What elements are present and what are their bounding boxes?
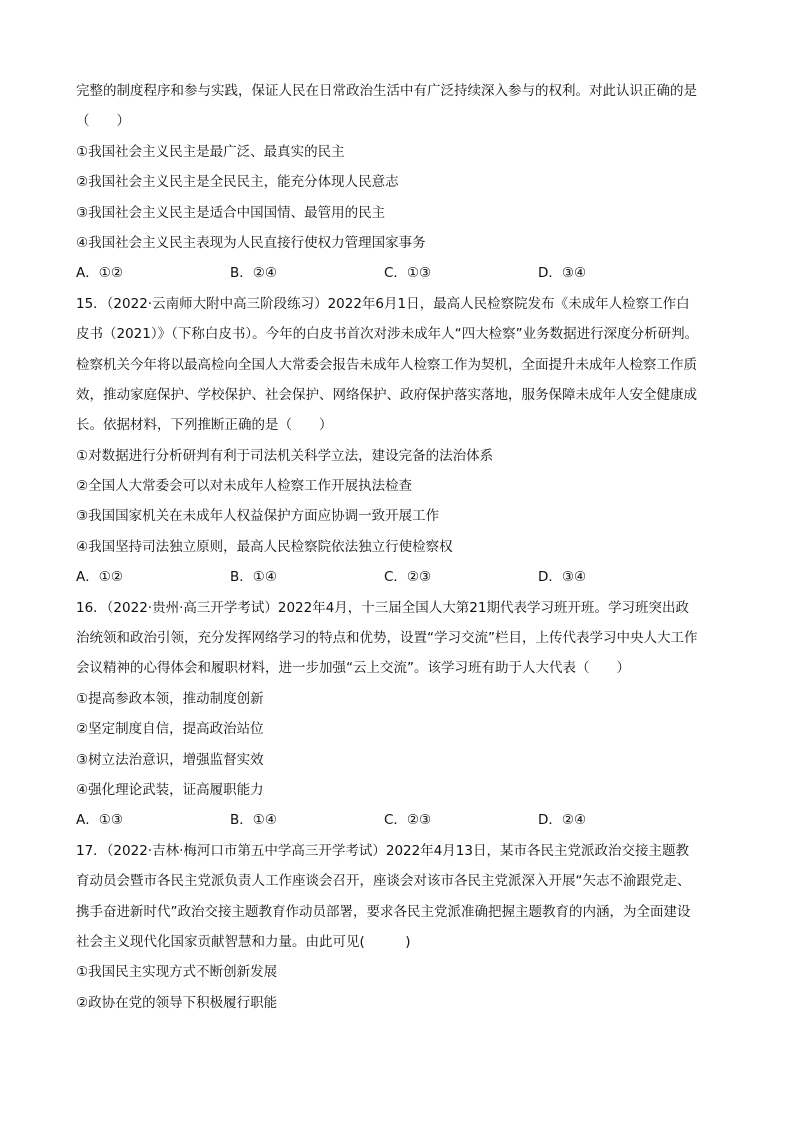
statement-option: ①提高参政本领，推动制度创新	[76, 690, 264, 707]
question-stem: 16．（2022·贵州·高三开学考试）2022年4月，十三届全国人大第21期代表学习班开班。学习班突出政	[76, 599, 689, 616]
answer-choice[interactable]: A．①②	[76, 569, 123, 586]
answer-choice[interactable]: D．③④	[538, 265, 587, 282]
answer-choice[interactable]: A．①③	[76, 812, 123, 829]
answer-choice[interactable]: B．①④	[230, 569, 277, 586]
question-text-line: 社会主义现代化国家贡献智慧和力量。由此可见( )	[76, 933, 411, 950]
answer-choices	[76, 258, 726, 288]
answer-choice[interactable]: A．①②	[76, 265, 123, 282]
statement-option: ①我国民主实现方式不断创新发展	[76, 964, 278, 981]
answer-choice[interactable]: B．①④	[230, 812, 277, 829]
exam-page	[76, 76, 726, 1018]
question-text-line: 长。依据材料，下列推断正确的是（ ）	[76, 417, 333, 434]
question-text-line: 皮书（2021）》（下称白皮书）。今年的白皮书首次对涉未成年人“四大检察”业务数据进行深度分析研判。	[76, 326, 699, 343]
answer-choice[interactable]: D．②④	[538, 812, 587, 829]
answer-choice[interactable]: D．③④	[538, 569, 587, 586]
statement-option: ④我国社会主义民主表现为人民直接行使权力管理国家事务	[76, 234, 426, 251]
question-14-tail	[76, 76, 726, 289]
question-text-line: 完整的制度程序和参与实践，保证人民在日常政治生活中有广泛持续深入参与的权利。对此认识正确的是	[76, 83, 697, 99]
answer-choice[interactable]: C．②③	[384, 569, 432, 586]
question-text-line: 携手奋进新时代”政治交接主题教育作动员部署，要求各民主党派准确把握主题教育的内涵，为全面建设	[76, 903, 691, 920]
question-stem: 17．（2022·吉林·梅河口市第五中学高三开学考试）2022年4月13日，某市各民主党派政治交接主题教	[76, 842, 689, 859]
statement-option: ②全国人大常委会可以对未成年人检察工作开展执法检查	[76, 478, 413, 495]
answer-choice[interactable]: C．①③	[384, 265, 432, 282]
statement-option: ①对数据进行分析研判有利于司法机关科学立法，建设完备的法治体系	[76, 447, 494, 464]
answer-choices	[76, 562, 726, 592]
question-16	[76, 593, 726, 836]
answer-choices	[76, 805, 726, 835]
statement-option: ①我国社会主义民主是最广泛、最真实的民主	[76, 143, 345, 160]
question-text-line: （ ）	[76, 113, 130, 130]
question-text-line: 检察机关今年将以最高检向全国人大常委会报告未成年人检察工作为契机，全面提升未成年人检察工作质	[76, 356, 697, 373]
question-text-line: 会议精神的心得体会和履职材料，进一步加强“云上交流”。该学习班有助于人大代表（ ）	[76, 660, 630, 677]
statement-option: ③我国国家机关在未成年人权益保护方面应协调一致开展工作	[76, 508, 440, 525]
statement-option: ③树立法治意识，增强监督实效	[76, 751, 264, 768]
answer-choice[interactable]: B．②④	[230, 265, 277, 282]
question-17	[76, 836, 726, 1018]
statement-option: ②政协在党的领导下积极履行职能	[76, 994, 278, 1011]
question-stem: 15．（2022·云南师大附中高三阶段练习）2022年6月1日，最高人民检察院发布《未成年人检察工作白	[76, 295, 690, 312]
statement-option: ②坚定制度自信，提高政治站位	[76, 721, 264, 738]
question-text-line: 效，推动家庭保护、学校保护、社会保护、网络保护、政府保护落实落地，服务保障未成年人安全健康成	[76, 386, 697, 403]
question-15	[76, 289, 726, 593]
answer-choice[interactable]: C．②③	[384, 812, 432, 829]
statement-option: ④我国坚持司法独立原则，最高人民检察院依法独立行使检察权	[76, 538, 453, 555]
statement-option: ④强化理论武装，证高履职能力	[76, 781, 264, 798]
statement-option: ③我国社会主义民主是适合中国国情、最管用的民主	[76, 204, 386, 221]
question-text-line: 育动员会暨市各民主党派负责人工作座谈会召开，座谈会对该市各民主党派深入开展“矢志不渝跟党走、	[76, 873, 691, 890]
question-text-line: 治统领和政治引领，充分发挥网络学习的特点和优势，设置“学习交流”栏目，上传代表学习中央人大工作	[76, 630, 698, 647]
statement-option: ②我国社会主义民主是全民民主，能充分体现人民意志	[76, 174, 399, 191]
